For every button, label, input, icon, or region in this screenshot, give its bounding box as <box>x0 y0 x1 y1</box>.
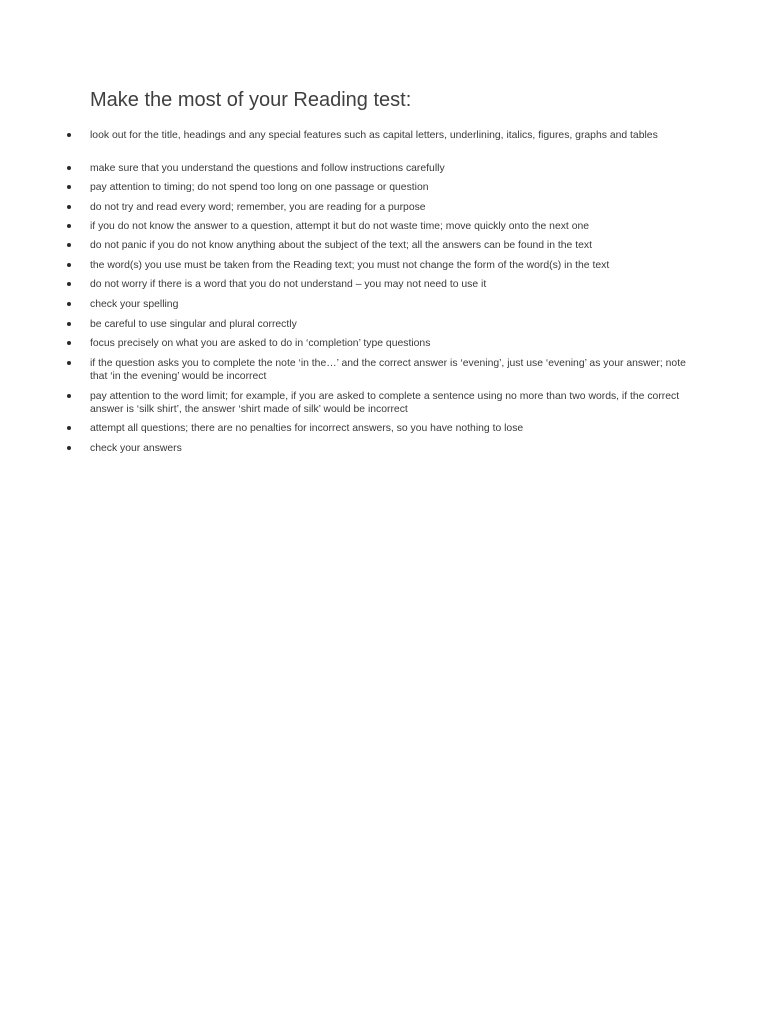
bullet-icon <box>67 302 71 306</box>
list-item-text: check your answers <box>90 443 182 454</box>
bullet-icon <box>67 205 71 209</box>
list-item-text: look out for the title, headings and any special features such as capital letters, underlining, italics, figures, graphs and tables <box>90 130 658 141</box>
list-item-text: the word(s) you use must be taken from the Reading text; you must not change the form of the word(s) in the text <box>90 260 610 271</box>
bullet-icon <box>67 243 71 247</box>
bullet-icon <box>67 133 71 137</box>
list-item-text: pay attention to timing; do not spend too long on one passage or question <box>90 182 429 193</box>
list-item-text: be careful to use singular and plural correctly <box>90 319 297 330</box>
list-item-text: focus precisely on what you are asked to do in ‘completion’ type questions <box>90 338 431 349</box>
list-item-text: make sure that you understand the questions and follow instructions carefully <box>90 163 445 174</box>
bullet-icon <box>67 224 71 228</box>
bullet-icon <box>67 446 71 450</box>
list-item-text: pay attention to the word limit; for example, if you are asked to complete a sentence using no more than two words, if the correct answer is ‘silk shirt’, the answer ‘shirt made of silk’ would be incorrect <box>90 391 680 415</box>
list-item-text: attempt all questions; there are no penalties for incorrect answers, so you have nothing to lose <box>90 423 524 434</box>
list-item-text: do not worry if there is a word that you do not understand – you may not need to use it <box>90 279 487 290</box>
list-item-text: do not panic if you do not know anything about the subject of the text; all the answers can be found in the text <box>90 240 592 251</box>
bullet-icon <box>67 282 71 286</box>
bullet-icon <box>67 426 71 430</box>
page-title: Make the most of your Reading test: <box>90 89 412 111</box>
list-item-text: if you do not know the answer to a question, attempt it but do not waste time; move quickly onto the next one <box>90 221 590 232</box>
bullet-icon <box>67 263 71 267</box>
bullet-icon <box>67 185 71 189</box>
list-item-text: do not try and read every word; remember, you are reading for a purpose <box>90 202 426 213</box>
bullet-icon <box>67 341 71 345</box>
list-item-text: check your spelling <box>90 299 179 310</box>
bullet-icon <box>67 166 71 170</box>
bullet-icon <box>67 361 71 365</box>
list-item-text: if the question asks you to complete the note ‘in the…’ and the correct answer is ‘evening’, just use ‘evening’ as your answer; note that ‘in the evening’ would be incorrect <box>90 358 686 382</box>
bullet-icon <box>67 322 71 326</box>
bullet-icon <box>67 394 71 398</box>
